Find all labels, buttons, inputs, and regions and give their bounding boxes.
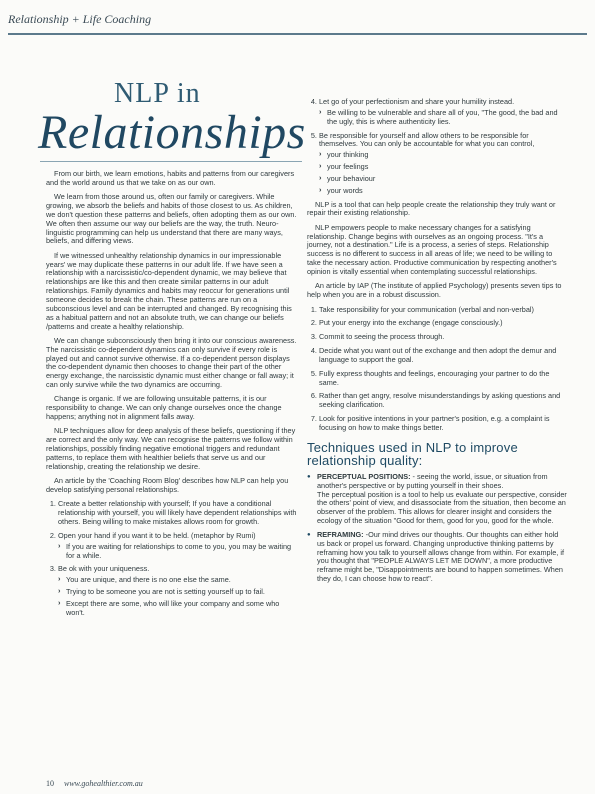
title-small: NLP in	[114, 78, 201, 109]
list-item: 3. Be ok with your uniqueness. › You are unique, and there is no one else the same. › Trying to be someone you are not is setting yourself up to fail. › Except there are some, who will like your company and some who won't.	[58, 565, 298, 617]
sub-item: › Trying to be someone you are not is setting yourself up to fail.	[58, 588, 298, 597]
sub-list	[58, 576, 298, 617]
techniques-heading: Techniques used in NLP to improve relationship quality:	[307, 439, 518, 468]
section-label: Relationship + Life Coaching	[8, 12, 152, 26]
sub-list	[319, 109, 567, 127]
paragraph: We learn from those around us, often our family or caregivers. While growing, we absorb the beliefs and habits of those closest to us. As children, we don't question these patterns and beliefs, often adopting them as our own. We often then assume our way our beliefs are the way, the truth. Neuro-linguistic programming can help us understand that there are many ways, beliefs, and differing views.	[46, 192, 297, 246]
sub-item: › your words	[319, 187, 567, 196]
list-item: 2. Open your hand if you want it to be held. (metaphor by Rumi) › If you are waiting for relationships to come to you, you may be waiting for a while.	[58, 532, 298, 561]
paragraph: NLP is a tool that can help people create the relationship they truly want or repair their existing relationship.	[307, 199, 556, 218]
technique-name: REFRAMING:	[317, 529, 364, 539]
paragraph: We can change subconsciously then bring it into our conscious awareness. The narcissistic co-dependent dynamics can only survive if every role is played out and cannot survive otherwise. If a co-dependent person displays the co-dependent dynamic then chooses to change their part of the other energy exchange, the narcissistic dynamic must either change or fall away; it can only survive while the two dynamics are occurring.	[46, 335, 297, 390]
technique-name: PERCEPTUAL POSITIONS:	[317, 471, 411, 481]
sub-item: › If you are waiting for relationships to come to you, you may be waiting for a while.	[58, 543, 298, 561]
list-item: 1. Create a better relationship with yourself; If you have a conditional relationship with yourself, you will likely have dependent relationships with others. Being willing to make mistakes allows room for growth.	[58, 500, 298, 527]
right-column	[307, 98, 567, 589]
technique-detail: The perceptual position is a tool to help us evaluate our perspective, consider the others' point of view, and disassociate from the situation, then become an observer of the problem. This allows for clearer insight and considers the ecology of the situation "Good for them, good for you, good for the whole.	[317, 489, 567, 526]
tips-list	[307, 306, 567, 433]
paragraph: NLP empowers people to make necessary changes for a satisfying relationship. Change begins with ourselves as an ongoing process. "It's a journey, not a destination." Life is a process, a series of steps. Relationship success is no different to success in all areas of life; we need to be willing to take the necessary action. Productive communication by respecting another's opinion is vitally essential when contemplating successful relationships.	[307, 222, 557, 276]
numbered-list	[307, 98, 567, 196]
tip-item: 4. Decide what you want out of the exchange and then adopt the demur and language to support the goal.	[319, 347, 567, 365]
paragraph: An article by the 'Coaching Room Blog' describes how NLP can help you develop satisfying personal relationships.	[46, 476, 289, 494]
sub-item: › Except there are some, who will like your company and some who won't.	[58, 600, 298, 618]
paragraph: Change is organic. If we are following unsuitable patterns, it is our responsibility to change. We can only change ourselves once the change happens; anything not in alignment falls away.	[46, 394, 282, 422]
left-column	[46, 170, 298, 623]
paragraph: If we witnessed unhealthy relationship dynamics in our impressionable years' we may duplicate these patterns in our adult life. If we have seen a relationship with a narcissistic/co-dependent dynamic, we may believe that relationships are like this and then create similar patterns in our adult relationships. Family dynamics and habits may reoccur for generations until someone decides to break the chain. These patterns are run on a subconscious level and can be interrupted and changed. By recognising this as a habitual pattern and not an absolute truth, we can change our beliefs /patterns and create a healthy relationship.	[46, 250, 292, 331]
list-item: 4. Let go of your perfectionism and share your humility instead. › Be willing to be vulnerable and share all of you, "The good, the bad and the ugly, this is where authenticity lies.	[319, 98, 567, 127]
tip-item: 6. Rather than get angry, resolve misunderstandings by asking questions and seeking clarification.	[319, 392, 567, 410]
sub-list	[58, 543, 298, 561]
paragraph: NLP techniques allow for deep analysis of these beliefs, questioning if they are correct and the only way. We can recognise the patterns we follow within relationships, possibly finding negative emotional triggers and redundant patterns, to replace them with healthier beliefs that serve us and our relationship, creating the relationship we desire.	[46, 426, 296, 471]
sub-item: › your behaviour	[319, 175, 567, 184]
technique-reframing: ● REFRAMING: -Our mind drives our thoughts. Our thoughts can either hold us back or propel us forward. Changing unproductive thinking patterns by reframing how you talk to yourself allows change from within. For example, if you thought that "PEOPLE ALWAYS LET ME DOWN", a more productive reframe might be, "Disappointments are bound to happen sometimes. When they do, I can choose how to react".	[307, 531, 567, 584]
article-title	[38, 75, 308, 165]
tip-item: 3. Commit to seeing the process through.	[319, 333, 567, 342]
technique-perceptual: ● PERCEPTUAL POSITIONS: - seeing the world, issue, or situation from another's perspective or by putting yourself in their shoes. The perceptual position is a tool to help us evaluate our perspective, consider the others' point of view, and disassociate from the situation, then become an observer of the problem. This allows for clearer insight and considers the ecology of the situation "Good for them, good for you, good for the whole.	[307, 473, 567, 526]
sub-list	[319, 151, 567, 195]
paragraph: From our birth, we learn emotions, habits and patterns from our caregivers and the world around us that we take on as our own.	[46, 169, 295, 187]
sub-item: › your feelings	[319, 163, 567, 172]
page-header	[0, 0, 595, 40]
tip-item: 5. Fully express thoughts and feelings, encouraging your partner to do the same.	[319, 370, 567, 388]
sub-item: › Be willing to be vulnerable and share all of you, "The good, the bad and the ugly, this is where authenticity lies.	[319, 109, 567, 127]
footer-url: www.gohealthier.com.au	[64, 779, 143, 788]
title-large: Relationships	[38, 106, 306, 159]
page-number: 10	[46, 779, 54, 788]
sub-item: › your thinking	[319, 151, 567, 160]
title-rule	[40, 161, 302, 162]
list-item: 5. Be responsible for yourself and allow others to be responsible for themselves. You can only be accountable for what you can control, › your thinking › your feelings › your behaviour › your words	[319, 132, 567, 196]
numbered-list	[46, 500, 298, 617]
tip-item: 2. Put your energy into the exchange (engage consciously.)	[319, 319, 567, 328]
paragraph: An article by IAP (The institute of applied Psychology) presents seven tips to help when you are in a robust discussion.	[307, 281, 562, 300]
header-rule	[8, 33, 587, 35]
sub-item: › You are unique, and there is no one else the same.	[58, 576, 298, 585]
page-footer	[46, 779, 143, 788]
tip-item: 1. Take responsibility for your communication (verbal and non-verbal)	[319, 306, 567, 315]
tip-item: 7. Look for positive intentions in your partner's position, e.g. a complaint is focusing on how to make things better.	[319, 415, 567, 433]
